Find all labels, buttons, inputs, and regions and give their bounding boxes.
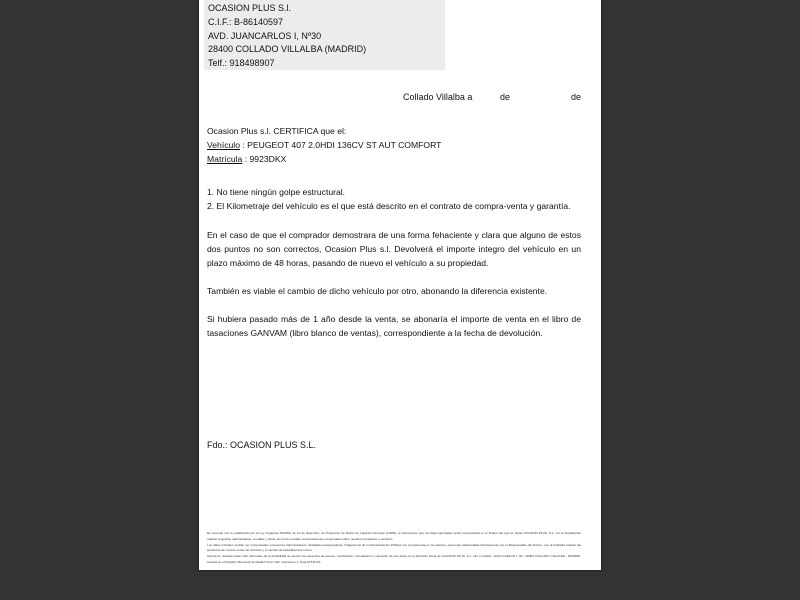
company-city: 28400 COLLADO VILLALBA (MADRID)	[208, 44, 367, 55]
document-page	[199, 0, 601, 570]
point-item: 2. El Kilometraje del vehículo es el que está descrito en el contrato de compra-venta y garantía.	[207, 201, 571, 212]
date-place: Collado Villalba a	[403, 92, 473, 102]
plate-value: 9923DKX	[249, 154, 287, 165]
legal-footer	[207, 531, 581, 566]
company-header-box	[204, 0, 445, 70]
legal-footer-paragraph: De acuerdo con lo establecido por la Ley Orgánica 15/1999, de 13 de diciembre, de Protección de Datos de Carácter Personal (LOPD), le informamos que los datos aportados serán incorporados a un fichero del que es titular OCASION PLUS, S.L. con la finalidad de realizar la gestión administrativa, contable y fiscal, así como enviarle comunicaciones comerciales sobre nuestros productos y servicios.	[207, 531, 581, 541]
point-item: 1. No tiene ningún golpe estructural.	[207, 187, 346, 197]
vehicle-row	[207, 138, 581, 152]
vehicle-separator: :	[239, 140, 248, 151]
date-de-1: de	[500, 92, 511, 102]
signature: Fdo.: OCASION PLUS S.L.	[207, 440, 317, 450]
points-list	[207, 185, 581, 213]
legal-footer-paragraph: Los datos incluidos podrán ser comunicados a Gestores Administrativos, Entidades Aseguradoras, Organismos de la Administración Pública con competencia en la materia y personas relacionadas directamente con el Responsable del fichero, con la finalidad realizar las gestiones de compra venta del vehículo y el cambio de titularidad del mismo.	[207, 542, 581, 553]
company-name: OCASION PLUS S.l.	[208, 3, 292, 13]
plate-label: Matrícula	[207, 154, 243, 165]
certify-section	[207, 124, 581, 167]
paragraph-exchange: También es viable el cambio de dicho vehículo por otro, abonando la diferencia existente.	[207, 286, 548, 296]
certify-intro: Ocasion Plus s.l. CERTIFICA que el:	[207, 126, 347, 136]
plate-row	[207, 152, 581, 166]
company-address: AVD. JUANCARLOS I, Nº30	[208, 30, 322, 41]
vehicle-value: PEUGEOT 407 2.0HDI 136CV ST AUT COMFORT	[247, 140, 442, 151]
company-phone: Telf.: 918498907	[208, 58, 275, 69]
legal-footer-paragraph: Asimismo, declara haber sido informado de la posibilidad de ejercer los derechos de acceso, rectificación, cancelación y oposición de sus datos en el domicilio fiscal de OCASION PLUS, S.L. sito en AVDA. JUAN CARLOS I, 30 - 28400 COLLADO VILLALBA - MADRID. Inscrita en el Registro Mercantil de Madrid Tomo 190, inscripción 1, Hoja M 511721	[207, 554, 581, 564]
vehicle-label: Vehículo	[207, 140, 240, 151]
paragraph-ganvam: Si hubiera pasado más de 1 año desde la venta, se abonaría el importe de venta en el libro de tasaciones GANVAM (libro blanco de ventas), correspondiente a la fecha de devolución.	[207, 314, 581, 339]
paragraph-refund: En el caso de que el comprador demostrara de una forma fehaciente y clara que alguno de estos dos puntos no son correctos, Ocasion Plus s.l. Devolverá el importe integro del vehículo en un plazo máximo de 48 horas, pasando de nuevo el vehículo a su propiedad.	[207, 230, 581, 269]
company-cif: C.I.F.: B-86140597	[208, 16, 284, 27]
plate-separator: :	[242, 154, 250, 165]
date-de-2: de	[571, 92, 582, 102]
